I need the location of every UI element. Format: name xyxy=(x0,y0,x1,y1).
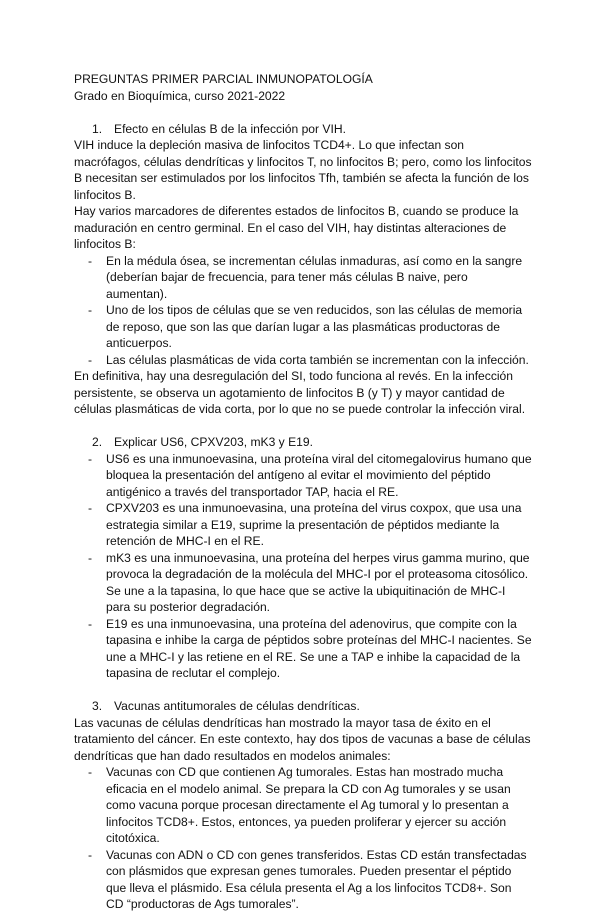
list-item xyxy=(88,500,532,550)
question-1-paragraph-3: En definitiva, hay una desregulación del SI, todo funciona al revés. En la infección persistente, se observa un agotamiento de linfocitos B (y T) y mayor cantidad de células plasmáticas de vida corta, por lo que no se puede controlar la infección viral. xyxy=(74,369,526,416)
list-item-text: CPXV203 es una inmunoevasina, una proteína del virus coxpox, que usa una estrategia similar a E19, suprime la presentación de péptidos mediante la retención de MHC-I en el RE. xyxy=(106,501,522,548)
document-title: PREGUNTAS PRIMER PARCIAL INMUNOPATOLOGÍA xyxy=(74,72,373,86)
question-2-number: 2. xyxy=(92,435,103,449)
question-1-number: 1. xyxy=(92,121,103,136)
question-2-title: Explicar US6, CPXV203, mK3 y E19. xyxy=(114,435,313,449)
bullet-dash: - xyxy=(88,847,93,862)
question-1-paragraph-1: VIH induce la depleción masiva de linfocitos TCD4+. Lo que infectan son macrófagos, células dendríticas y linfocitos T, no linfocitos B; pero, como los linfocitos B necesitan ser estimulados por los linfocitos Tfh, también se afecta la función de los linfocitos B. xyxy=(74,138,532,202)
bullet-dash: - xyxy=(88,451,93,466)
bullet-dash: - xyxy=(88,550,93,565)
list-item xyxy=(88,451,532,501)
bullet-dash: - xyxy=(88,765,93,779)
list-item-text: mK3 es una inmunoevasina, una proteína del herpes virus gamma murino, que provoca la degradación de la molécula del MHC-I por el proteasoma citosólico. Se une a la tapasina, lo que hace que se active la ubiquitinación de MHC-I para su posterior degradación. xyxy=(106,550,530,614)
list-item xyxy=(88,616,532,682)
question-2-heading xyxy=(92,434,532,451)
list-item-text: En la médula ósea, se incrementan células inmaduras, así como en la sangre (deberían bajar de frecuencia, para tener más células B naive, pero aumentan). xyxy=(106,253,523,301)
bullet-dash: - xyxy=(88,352,93,367)
bullet-dash: - xyxy=(88,253,93,268)
bullet-dash: - xyxy=(88,501,93,515)
list-item-text: Uno de los tipos de células que se ven reducidos, son las células de memoria de reposo, que son las que darían lugar a las plasmáticas productoras de anticuerpos. xyxy=(106,303,523,350)
question-3-paragraph-1: Las vacunas de células dendríticas han mostrado la mayor tasa de éxito en el tratamiento del cáncer. En este contexto, hay dos tipos de vacunas a base de células dendríticas que han dado resultados en modelos animales: xyxy=(74,715,531,763)
list-item-text: Vacunas con CD que contienen Ag tumorales. Estas han mostrado mucha eficacia en el modelo animal. Se prepara la CD con Ag tumorales y se usan como vacuna porque procesan directamente el Ag tumoral y lo presentan a linfocitos TCD8+. Estos, entonces, ya pueden proliferar y ejercer su acción citotóxica. xyxy=(106,765,511,845)
question-1-paragraph-2: Hay varios marcadores de diferentes estados de linfocitos B, cuando se produce la maduración en centro germinal. En el caso del VIH, hay distintas alteraciones de linfocitos B: xyxy=(74,204,519,251)
list-item-text: Las células plasmáticas de vida corta también se incrementan con la infección. xyxy=(106,352,529,367)
list-item-text: Vacunas con ADN o CD con genes transferidos. Estas CD están transfectadas con plásmidos que expresan genes tumorales. Pueden presentar el péptido que lleva el plásmido. Esa célula presenta el Ag a los linfocitos TCD8+. Son CD “productoras de Ags tumorales”. xyxy=(106,847,527,911)
question-1-title: Efecto en células B de la infección por VIH. xyxy=(114,121,346,136)
list-item xyxy=(88,302,532,352)
question-1-heading xyxy=(92,121,532,138)
document-body xyxy=(74,71,532,913)
list-item-text: US6 es una inmunoevasina, una proteína viral del citomegalovirus humano que bloquea la presentación del antígeno al evitar el movimiento del péptido antigénico a través del transportador TAP, hacia el RE. xyxy=(106,451,532,499)
list-item-text: E19 es una inmunoevasina, una proteína del adenovirus, que compite con la tapasina e inhibe la carga de péptidos sobre proteínas del MHC-I nacientes. Se une a MHC-I y las retiene en el RE. Se une a TAP e inhibe la capacidad de la tapasina de reclutar el complejo. xyxy=(106,616,532,680)
list-item xyxy=(88,764,532,847)
question-1-bullet-list xyxy=(88,253,532,369)
question-3-bullet-list xyxy=(88,764,532,913)
list-item xyxy=(88,550,532,616)
list-item xyxy=(88,352,532,369)
question-3-heading xyxy=(92,698,532,715)
question-3-title: Vacunas antitumorales de células dendríticas. xyxy=(114,699,360,713)
question-3-number: 3. xyxy=(92,699,103,713)
document-subtitle: Grado en Bioquímica, curso 2021-2022 xyxy=(74,88,286,103)
list-item xyxy=(88,847,532,913)
question-2-bullet-list xyxy=(88,451,532,682)
bullet-dash: - xyxy=(88,303,93,317)
bullet-dash: - xyxy=(88,616,93,631)
list-item xyxy=(88,253,532,303)
